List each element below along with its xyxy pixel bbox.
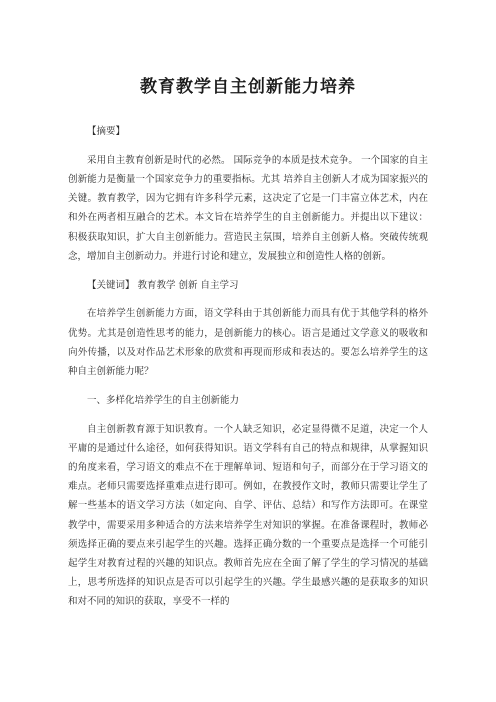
keywords-line: 【关键词】 教育教学 创新 自主学习 (87, 279, 239, 291)
abstract-paragraph: 采用自主教育创新是时代的必然。 国际竞争的本质是技术竞争。 一个国家的自主创新能力是衡量一个国家竞争力的重要指标。尤其 培养自主创新人才成为国家振兴的关键。教育教学，因为它拥有许多科学元素，这决定了它是一门丰富立体艺术，内在和外在两者相互融合的艺术。本文旨在培养学生的自主创新能力。并提出以下建议：积极获取知识，扩大自主创新能力。营造民主氛围，培养自主创新人格。突破传统观念，增加自主创新动力。并进行讨论和建立，发展独立和创造性人格的创新。 (68, 154, 428, 262)
document-title: 教育教学自主创新能力培养 (140, 77, 356, 97)
section-heading: 一、多样化培养学生的自主创新能力 (87, 394, 240, 406)
document-body (68, 122, 428, 621)
section-paragraph: 自主创新教育源于知识教育。一个人缺乏知识，必定显得微不足道，决定一个人平庸的是通过什么途径，如何获得知识。语文学科有自己的特点和规律，从掌握知识的角度来看，学习语文的难点不在于理解单词、短语和句子，而部分在于学习语文的难点。老师只需要选择重难点进行即可。例如，在教授作文时，教师只需要让学生了解一些基本的语文学习方法（如定向、自学、评估、总结）和写作方法即可。在课堂教学中，需要采用多种适合的方法来培养学生对知识的掌握。在准备课程时，教师必须选择正确的要点来引起学生的兴趣。选择正确分数的一个重要点是选择一个可能引起学生对教育过程的兴趣的知识点。教师首先应在全面了解了学生的学习情况的基础上，思考所选择的知识点是否可以引起学生的兴趣。学生最感兴趣的是获取多的知识和对不同的知识的获取，享受不一样的 (68, 423, 428, 608)
abstract-label: 【摘要】 (87, 126, 126, 137)
intro-paragraph: 在培养学生创新能力方面，语文学科由于其创新能力而具有优于其他学科的格外优势。尤其是创造性思考的能力，是创新能力的核心。语言是通过文学意义的吸收和向外传播，以及对作品艺术形象的欣赏和再现而形成和表达的。要怎么培养学生的这种自主创新能力呢？ (68, 308, 428, 378)
